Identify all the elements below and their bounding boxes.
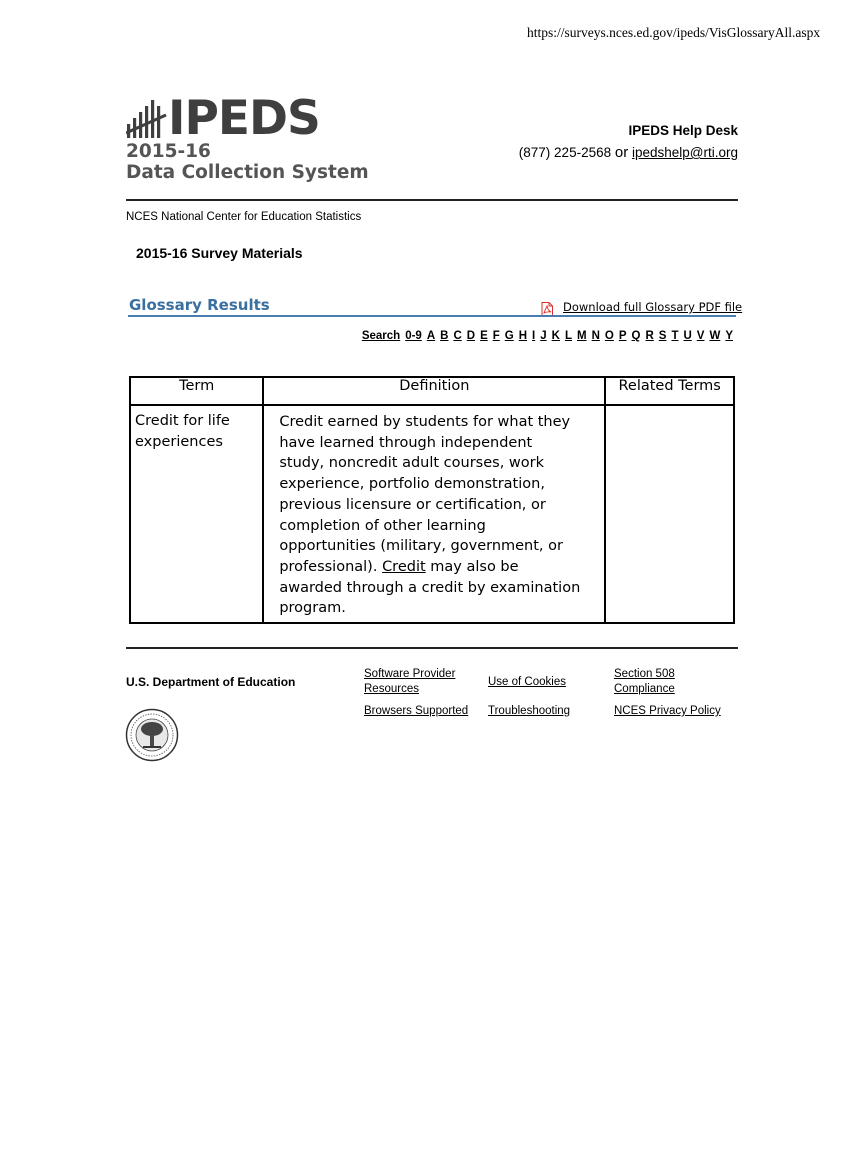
software-link-line-2: Resources (364, 683, 419, 695)
department-seal-icon (125, 708, 179, 762)
alpha-nav-q[interactable]: Q (631, 330, 641, 342)
column-header-definition: Definition (263, 377, 605, 405)
software-provider-resources-link[interactable] (364, 667, 455, 697)
footer-divider (126, 647, 738, 649)
browsers-supported-link[interactable]: Browsers Supported (364, 705, 469, 717)
glossary-table (129, 376, 735, 624)
section508-link-line-1: Section 508 (614, 668, 675, 680)
alpha-nav-n[interactable]: N (591, 330, 600, 342)
help-desk-phone: (877) 225-2568 (518, 145, 612, 160)
alphabet-navigation (362, 330, 733, 342)
logo-wordmark: IPEDS (168, 91, 320, 146)
help-desk-contact (519, 144, 738, 161)
column-header-related-terms: Related Terms (605, 377, 734, 405)
table-row (130, 405, 734, 623)
troubleshooting-link[interactable]: Troubleshooting (488, 705, 571, 717)
alpha-nav-d[interactable]: D (466, 330, 476, 342)
page-title: 2015-16 Survey Materials (136, 245, 303, 261)
table-header-row (130, 377, 734, 405)
ipeds-logo[interactable] (124, 91, 369, 188)
header-divider (126, 199, 738, 201)
pdf-icon[interactable] (541, 302, 553, 316)
department-name: U.S. Department of Education (126, 675, 296, 689)
term-cell: Credit for life experiences (130, 405, 263, 623)
logo-system-name: Data Collection System (126, 162, 369, 183)
alpha-nav-u[interactable]: U (683, 330, 692, 342)
use-of-cookies-link[interactable]: Use of Cookies (488, 676, 566, 688)
definition-cell (263, 405, 605, 623)
alpha-nav-h[interactable]: H (518, 330, 528, 342)
definition-text: Credit earned by students for what they have learned through independent study, noncredit adult courses, work experience, portfolio demonstration, previous licensure or certification, or completion of other learning opportunities (military, government, or professional). (279, 414, 571, 575)
nces-privacy-policy-link[interactable]: NCES Privacy Policy (614, 705, 721, 717)
alpha-nav-l[interactable]: L (564, 330, 572, 342)
alpha-nav-w[interactable]: W (709, 330, 721, 342)
alpha-nav-o[interactable]: O (604, 330, 614, 342)
alpha-nav-i[interactable]: I (532, 330, 536, 342)
alpha-nav-e[interactable]: E (480, 330, 488, 342)
help-desk-email-link[interactable]: ipedshelp@rti.org (631, 145, 738, 160)
alpha-nav-y[interactable]: Y (725, 330, 733, 342)
page-url: https://surveys.nces.ed.gov/ipeds/VisGlossaryAll.aspx (527, 25, 821, 40)
help-desk-title: IPEDS Help Desk (628, 123, 738, 138)
alpha-nav-c[interactable]: C (453, 330, 462, 342)
help-desk-or: or (614, 144, 629, 161)
section-508-compliance-link[interactable] (614, 667, 675, 697)
alpha-nav-v[interactable]: V (696, 330, 705, 342)
alpha-nav-a[interactable]: A (426, 330, 436, 342)
nces-label: NCES National Center for Education Statistics (126, 211, 362, 223)
alpha-nav-f[interactable]: F (492, 330, 500, 342)
definition-text-continued: may also be awarded through a credit by examination program. (279, 558, 581, 617)
software-link-line-1: Software Provider (364, 668, 456, 680)
credit-term-link[interactable]: Credit (382, 558, 426, 575)
alpha-nav-0-9[interactable]: 0-9 (405, 330, 422, 342)
column-header-term: Term (130, 377, 263, 405)
alpha-nav-search[interactable]: Search (361, 330, 401, 342)
alpha-nav-k[interactable]: K (551, 330, 560, 342)
glossary-title: Glossary Results (129, 296, 270, 314)
alpha-nav-t[interactable]: T (671, 330, 679, 342)
glossary-title-underline (128, 315, 736, 317)
alpha-nav-s[interactable]: S (658, 330, 667, 342)
alpha-nav-p[interactable]: P (618, 330, 627, 342)
related-terms-cell (605, 405, 734, 623)
bar-chart-logo-icon (126, 100, 170, 140)
alpha-nav-j[interactable]: J (540, 330, 547, 342)
alpha-nav-r[interactable]: R (645, 330, 654, 342)
alpha-nav-m[interactable]: M (576, 330, 587, 342)
section508-link-line-2: Compliance (614, 683, 675, 695)
download-glossary-pdf-link[interactable]: Download full Glossary PDF file (563, 300, 743, 314)
logo-year: 2015-16 (126, 141, 211, 162)
alpha-nav-b[interactable]: B (440, 330, 449, 342)
alpha-nav-g[interactable]: G (504, 330, 514, 342)
